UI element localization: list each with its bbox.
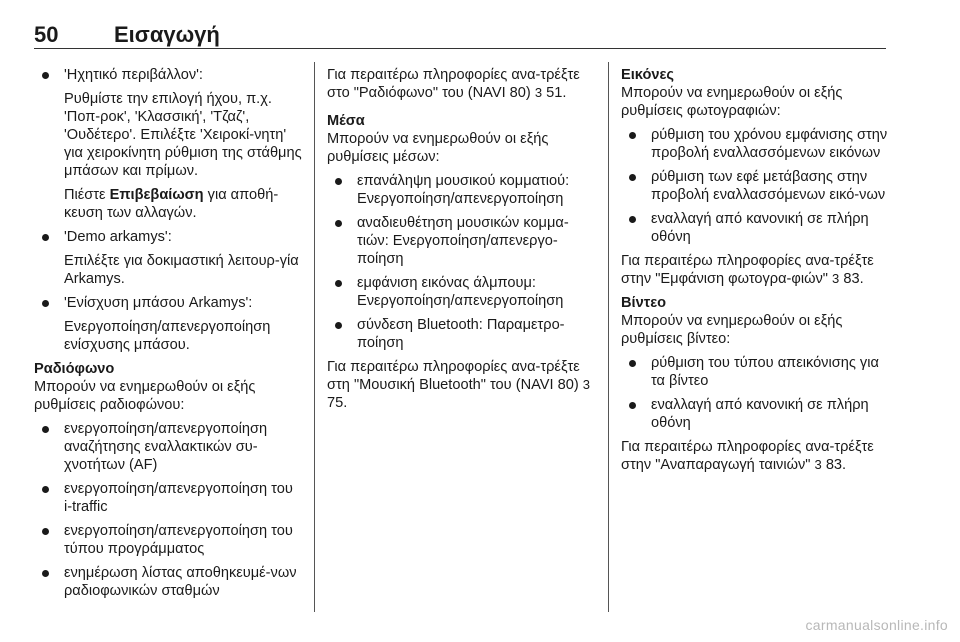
section-heading-video: Βίντεο [621,295,667,311]
list-item: 'Demo arkamys': [34,228,302,246]
cross-reference: Για περαιτέρω πληροφορίες ανα-τρέξτε στη "Μουσική Bluetooth" του (NAVI 80) 3 75. [327,359,590,411]
item-description: Επιλέξτε για δοκιμαστική λειτουρ-γία Arkamys. [64,253,299,287]
section-intro: Μπορούν να ενημερωθούν οι εξής ρυθμίσεις ραδιοφώνου: [34,379,256,413]
list-item: ρύθμιση των εφέ μετάβασης στην προβολή εναλλασσόμενων εικό-νων [621,168,889,204]
list-item: σύνδεση Bluetooth: Παραμετρο-ποίηση [327,316,595,352]
section-intro: Μπορούν να ενημερωθούν οι εξής ρυθμίσεις φωτογραφιών: [621,85,843,119]
section-intro: Μπορούν να ενημερωθούν οι εξής ρυθμίσεις μέσων: [327,131,549,165]
cross-reference: Για περαιτέρω πληροφορίες ανα-τρέξτε στην "Αναπαραγωγή ταινιών" 3 83. [621,439,874,473]
list-item: 'Ηχητικό περιβάλλον': [34,66,302,84]
list-item: ρύθμιση του τύπου απεικόνισης για τα βίντεο [621,354,889,390]
list-item: ενεργοποίηση/απενεργοποίηση αναζήτησης εναλλακτικών συ-χνοτήτων (AF) [34,420,302,474]
list-item: εναλλαγή από κανονική σε πλήρη οθόνη [621,210,889,246]
page-number: 50 [34,22,59,47]
list-item: αναδιευθέτηση μουσικών κομμα-τιών: Ενεργοποίηση/απενεργο-ποίηση [327,214,595,268]
column-divider [314,62,315,612]
reference-arrow-icon: 3 [534,85,543,100]
section-heading-radio: Ραδιόφωνο [34,361,115,377]
list-item: εμφάνιση εικόνας άλμπουμ: Ενεργοποίηση/απενεργοποίηση [327,274,595,310]
list-item: επανάληψη μουσικού κομματιού: Ενεργοποίηση/απενεργοποίηση [327,172,595,208]
watermark-logo: carmanualsonline.info [805,617,948,633]
list-item: 'Ενίσχυση μπάσου Arkamys': [34,294,302,312]
list-item: ενεργοποίηση/απενεργοποίηση του τύπου προγράμματος [34,522,302,558]
column-2 [327,66,595,418]
column-1 [34,66,302,606]
page-title: Εισαγωγή [114,22,220,47]
column-3 [621,66,889,480]
list-item: ρύθμιση του χρόνου εμφάνισης στην προβολή εναλλασσόμενων εικόνων [621,126,889,162]
item-description: Ενεργοποίηση/απενεργοποίηση ενίσχυσης μπάσου. [64,319,271,353]
confirm-label: Επιβεβαίωση [109,187,204,203]
section-heading-media: Μέσα [327,113,365,129]
list-item: εναλλαγή από κανονική σε πλήρη οθόνη [621,396,889,432]
item-description: Ρυθμίστε την επιλογή ήχου, π.χ. 'Ποπ-ροκ', 'Κλασσική', 'Τζαζ', 'Ουδέτερο'. Επιλέξτε 'Χειροκί-νητη' για χειροκίνητη ρύθμιση της στάθμης μπάσων και πρίμων. [64,91,302,179]
reference-arrow-icon: 3 [814,457,822,472]
section-heading-pictures: Εικόνες [621,67,674,83]
reference-arrow-icon: 3 [582,377,590,392]
column-divider [608,62,609,612]
cross-reference: Για περαιτέρω πληροφορίες ανα-τρέξτε στο "Ραδιόφωνο" του (NAVI 80) 3 51. [327,67,580,101]
page-header [34,12,886,49]
section-intro: Μπορούν να ενημερωθούν οι εξής ρυθμίσεις βίντεο: [621,313,843,347]
item-description: Πιέστε Επιβεβαίωση για αποθή-κευση των αλλαγών. [64,187,279,221]
list-item: ενεργοποίηση/απενεργοποίηση του i-traffic [34,480,302,516]
list-item: ενημέρωση λίστας αποθηκευμέ-νων ραδιοφωνικών σταθμών [34,564,302,600]
reference-arrow-icon: 3 [832,271,840,286]
cross-reference: Για περαιτέρω πληροφορίες ανα-τρέξτε στην "Εμφάνιση φωτογρα-φιών" 3 83. [621,253,874,287]
